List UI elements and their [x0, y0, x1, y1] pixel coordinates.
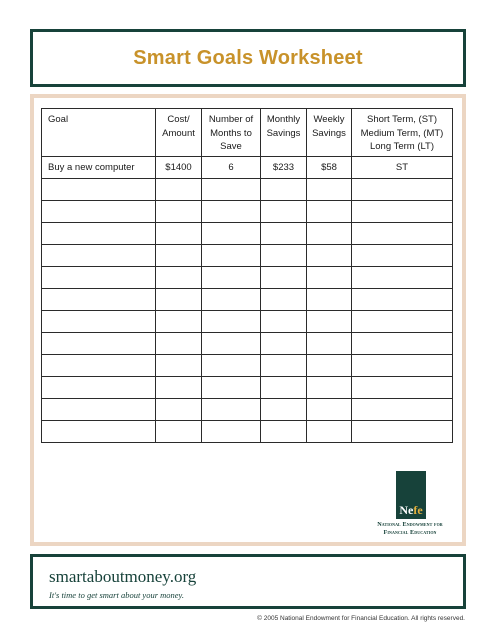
monthly-cell[interactable] [261, 355, 307, 377]
months-cell[interactable] [202, 421, 261, 443]
tagline: It's time to get smart about your money. [49, 590, 184, 600]
page-title: Smart Goals Worksheet [133, 46, 363, 69]
header-weekly-savings: Weekly Savings [307, 109, 352, 157]
monthly-cell[interactable] [261, 289, 307, 311]
weekly-cell[interactable] [307, 355, 352, 377]
months-cell[interactable] [202, 201, 261, 223]
table-row [42, 311, 453, 333]
goal-cell[interactable]: Buy a new computer [42, 157, 156, 179]
copyright-notice: © 2005 National Endowment for Financial Education. All rights reserved. [257, 615, 465, 622]
term-cell[interactable] [352, 333, 453, 355]
term-cell[interactable] [352, 421, 453, 443]
goal-cell[interactable] [42, 223, 156, 245]
monthly-cell[interactable] [261, 179, 307, 201]
weekly-cell[interactable] [307, 421, 352, 443]
cost-cell[interactable]: $1400 [156, 157, 202, 179]
cost-cell[interactable] [156, 377, 202, 399]
title-box [30, 29, 466, 87]
goal-cell[interactable] [42, 355, 156, 377]
nefe-logo-caption: National Endowment for Financial Education [377, 521, 443, 536]
term-cell[interactable] [352, 377, 453, 399]
goal-cell[interactable] [42, 245, 156, 267]
weekly-cell[interactable] [307, 223, 352, 245]
goal-cell[interactable] [42, 267, 156, 289]
nefe-logo-lettering: Nefe [399, 503, 423, 517]
table-row [42, 157, 453, 179]
site-name: smartaboutmoney.org [49, 567, 197, 586]
monthly-cell[interactable] [261, 377, 307, 399]
goal-cell[interactable] [42, 289, 156, 311]
monthly-cell[interactable] [261, 421, 307, 443]
goals-table [41, 108, 453, 443]
cost-cell[interactable] [156, 179, 202, 201]
monthly-cell[interactable] [261, 267, 307, 289]
table-row [42, 245, 453, 267]
cost-cell[interactable] [156, 267, 202, 289]
table-row [42, 399, 453, 421]
footer-box [30, 554, 466, 609]
goal-cell[interactable] [42, 377, 156, 399]
months-cell[interactable] [202, 179, 261, 201]
weekly-cell[interactable] [307, 289, 352, 311]
months-cell[interactable] [202, 267, 261, 289]
months-cell[interactable] [202, 245, 261, 267]
cost-cell[interactable] [156, 399, 202, 421]
monthly-cell[interactable] [261, 245, 307, 267]
monthly-cell[interactable] [261, 223, 307, 245]
header-term: Short Term, (ST) Medium Term, (MT) Long Term (LT) [352, 109, 453, 157]
months-cell[interactable] [202, 355, 261, 377]
weekly-cell[interactable] [307, 245, 352, 267]
cost-cell[interactable] [156, 311, 202, 333]
cost-cell[interactable] [156, 421, 202, 443]
header-monthly-savings: Monthly Savings [261, 109, 307, 157]
table-row [42, 333, 453, 355]
goal-cell[interactable] [42, 421, 156, 443]
weekly-cell[interactable] [307, 201, 352, 223]
months-cell[interactable] [202, 311, 261, 333]
table-row [42, 377, 453, 399]
table-row [42, 179, 453, 201]
monthly-cell[interactable] [261, 201, 307, 223]
cost-cell[interactable] [156, 333, 202, 355]
months-cell[interactable] [202, 289, 261, 311]
table-row [42, 267, 453, 289]
cost-cell[interactable] [156, 245, 202, 267]
term-cell[interactable] [352, 355, 453, 377]
term-cell[interactable] [352, 289, 453, 311]
weekly-cell[interactable]: $58 [307, 157, 352, 179]
header-cost-amount: Cost/ Amount [156, 109, 202, 157]
table-row [42, 289, 453, 311]
term-cell[interactable] [352, 223, 453, 245]
goal-cell[interactable] [42, 311, 156, 333]
term-cell[interactable] [352, 267, 453, 289]
weekly-cell[interactable] [307, 377, 352, 399]
header-goal: Goal [42, 109, 156, 157]
monthly-cell[interactable] [261, 311, 307, 333]
weekly-cell[interactable] [307, 179, 352, 201]
term-cell[interactable]: ST [352, 157, 453, 179]
monthly-cell[interactable]: $233 [261, 157, 307, 179]
monthly-cell[interactable] [261, 399, 307, 421]
cost-cell[interactable] [156, 289, 202, 311]
months-cell[interactable]: 6 [202, 157, 261, 179]
weekly-cell[interactable] [307, 311, 352, 333]
cost-cell[interactable] [156, 355, 202, 377]
weekly-cell[interactable] [307, 267, 352, 289]
months-cell[interactable] [202, 333, 261, 355]
cost-cell[interactable] [156, 223, 202, 245]
cost-cell[interactable] [156, 201, 202, 223]
term-cell[interactable] [352, 311, 453, 333]
table-row [42, 223, 453, 245]
table-row [42, 355, 453, 377]
months-cell[interactable] [202, 377, 261, 399]
term-cell[interactable] [352, 201, 453, 223]
weekly-cell[interactable] [307, 399, 352, 421]
header-months-to-save: Number of Months to Save [202, 109, 261, 157]
goal-cell[interactable] [42, 399, 156, 421]
monthly-cell[interactable] [261, 333, 307, 355]
months-cell[interactable] [202, 399, 261, 421]
term-cell[interactable] [352, 179, 453, 201]
goal-cell[interactable] [42, 201, 156, 223]
goal-cell[interactable] [42, 333, 156, 355]
table-header-row [42, 109, 453, 157]
term-cell[interactable] [352, 399, 453, 421]
nefe-logo [368, 471, 458, 541]
table-row [42, 421, 453, 443]
goal-cell[interactable] [42, 179, 156, 201]
table-row [42, 201, 453, 223]
weekly-cell[interactable] [307, 333, 352, 355]
term-cell[interactable] [352, 245, 453, 267]
months-cell[interactable] [202, 223, 261, 245]
